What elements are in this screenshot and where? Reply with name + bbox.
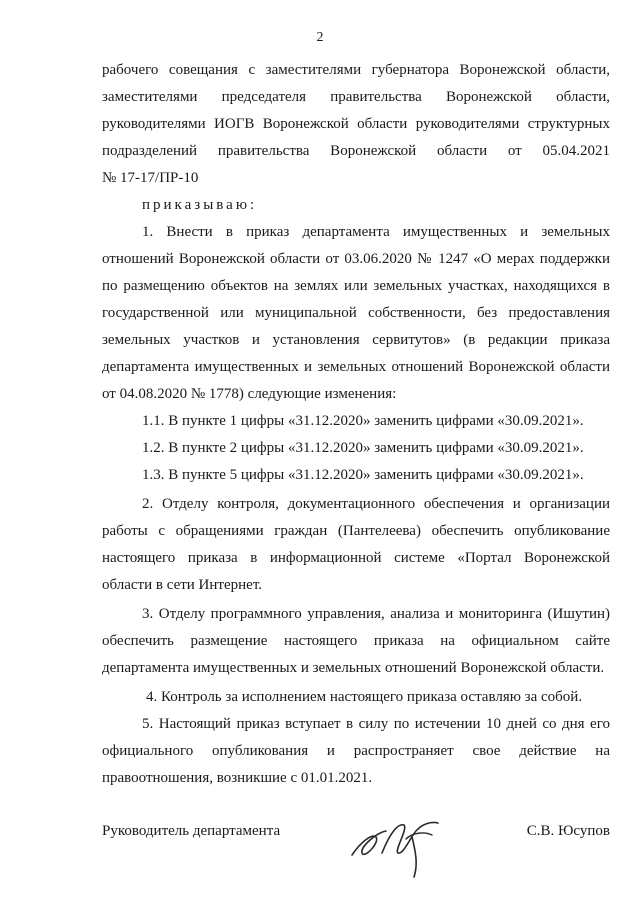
handwritten-signature [342,803,452,883]
paragraph-3: 3. Отделу программного управления, анализа и мониторинга (Ишутин) обеспечить размещение настоящего приказа на официальном сайте департамента имущественных и земельных отношений Воронежской области. [102,606,610,676]
page-number: 2 [316,30,324,45]
paragraph-4: 4. Контроль за исполнением настоящего приказа оставляю за собой. [146,689,583,705]
signature-block [102,815,610,885]
intro-line: заместителями председателя правительства Воронежской области, [102,89,610,105]
subparagraph-1-2: 1.2. В пункте 2 цифры «31.12.2020» заменить цифрами «30.09.2021». [142,440,584,456]
order-word: приказываю: [142,197,258,213]
paragraph-1: 1. Внести в приказ департамента имущественных и земельных отношений Воронежской области от 03.06.2020 № 1247 «О мерах поддержки по размещению объектов на землях или земельных участках, находящихся в государственной или муниципальной собственности, без предоставления земельных участков и установления сервитутов» (в редакции приказа департамента имущественных и земельных отношений Воронежской области от 04.08.2020 № 1778) следующие изменения: [102,224,610,402]
subparagraph-1-1: 1.1. В пункте 1 цифры «31.12.2020» заменить цифрами «30.09.2021». [142,413,584,429]
document-body [102,57,610,792]
intro-line: рабочего совещания с заместителями губернатора Воронежской области, [102,62,610,78]
intro-line-last: № 17-17/ПР-10 [102,170,199,186]
position-title: Руководитель департамента [102,823,281,839]
paragraph-5: 5. Настоящий приказ вступает в силу по истечении 10 дней со дня его официального опубликования и распространяет свое действие на правоотношения, возникшие с 01.01.2021. [102,716,610,786]
intro-line: подразделений правительства Воронежской области от 05.04.2021 [102,143,610,159]
intro-line: руководителями ИОГВ Воронежской области руководителями структурных [102,116,610,132]
signer-name: С.В. Юсупов [526,823,610,839]
subparagraph-1-3: 1.3. В пункте 5 цифры «31.12.2020» заменить цифрами «30.09.2021». [142,467,584,483]
paragraph-2: 2. Отделу контроля, документационного обеспечения и организации работы с обращениями граждан (Пантелеева) обеспечить опубликование настоящего приказа в информационной системе «Портал Воронежской области в сети Интернет. [102,496,610,593]
